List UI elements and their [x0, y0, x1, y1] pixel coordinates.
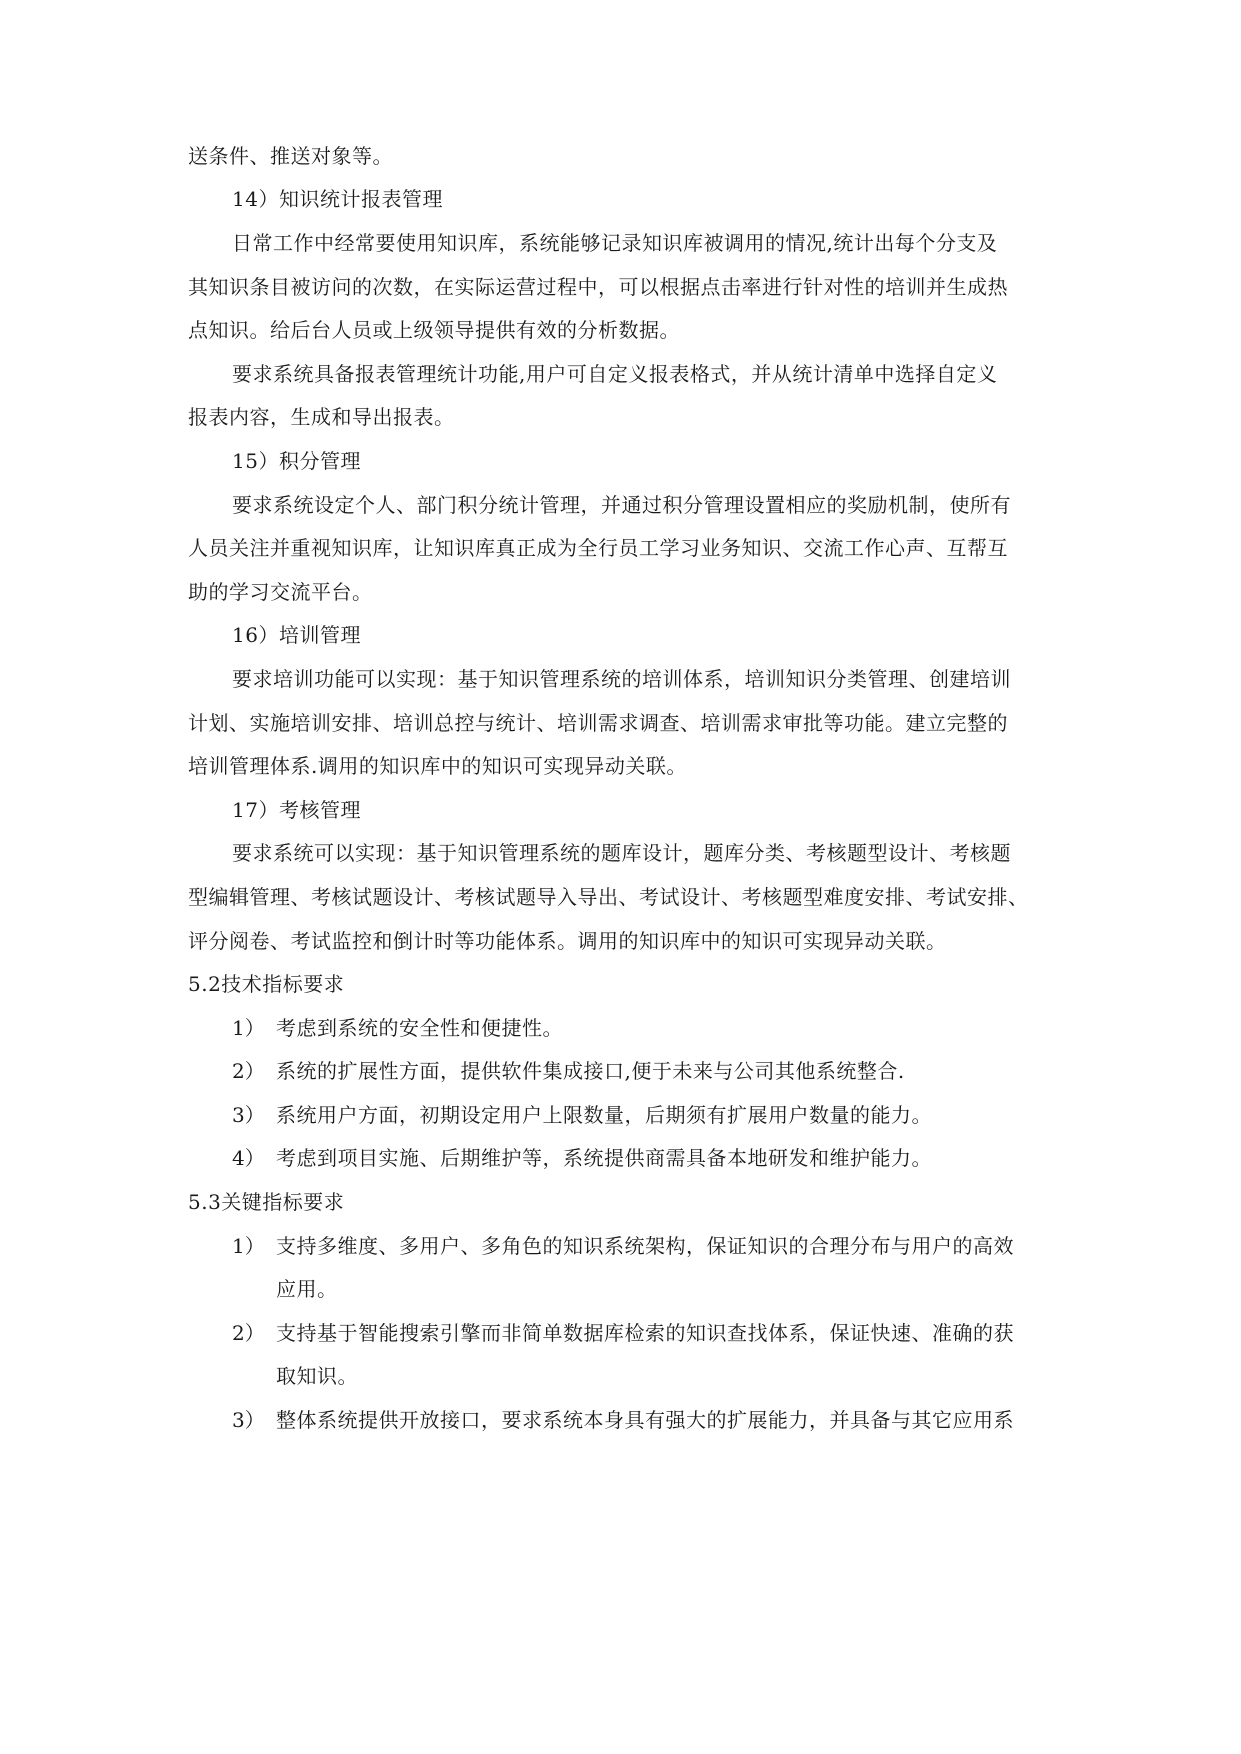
- text-line: 点知识。给后台人员或上级领导提供有效的分析数据。: [188, 318, 680, 342]
- list-item: 系统的扩展性方面，提供软件集成接口,便于未来与公司其他系统整合.: [276, 1059, 905, 1083]
- text-line: 培训管理体系.调用的知识库中的知识可实现异动关联。: [188, 754, 687, 778]
- section-heading: 16）培训管理: [232, 623, 361, 647]
- text-line: 评分阅卷、考试监控和倒计时等功能体系。调用的知识库中的知识可实现异动关联。: [188, 929, 947, 953]
- text-line: 报表内容，生成和导出报表。: [188, 405, 455, 429]
- list-number: 2）: [232, 1321, 265, 1345]
- list-item: 系统用户方面，初期设定用户上限数量，后期须有扩展用户数量的能力。: [276, 1103, 932, 1127]
- text-line: 要求系统设定个人、部门积分统计管理，并通过积分管理设置相应的奖励机制，使所有: [232, 493, 1011, 517]
- text-line: 人员关注并重视知识库，让知识库真正成为全行员工学习业务知识、交流工作心声、互帮互: [188, 536, 1008, 560]
- list-item: 支持基于智能搜索引擎而非简单数据库检索的知识查找体系，保证快速、准确的获: [276, 1321, 1014, 1345]
- list-item-continuation: 取知识。: [276, 1364, 358, 1388]
- list-item: 支持多维度、多用户、多角色的知识系统架构，保证知识的合理分布与用户的高效: [276, 1234, 1014, 1258]
- section-heading: 15）积分管理: [232, 449, 361, 473]
- list-item-continuation: 应用。: [276, 1277, 338, 1301]
- text-line: 其知识条目被访问的次数，在实际运营过程中，可以根据点击率进行针对性的培训并生成热: [188, 275, 1008, 299]
- list-number: 2）: [232, 1059, 265, 1083]
- text-line: 要求系统具备报表管理统计功能,用户可自定义报表格式，并从统计清单中选择自定义: [232, 362, 998, 386]
- list-number: 3）: [232, 1408, 265, 1432]
- list-number: 1）: [232, 1234, 265, 1258]
- text-line: 助的学习交流平台。: [188, 580, 373, 604]
- text-line: 要求培训功能可以实现：基于知识管理系统的培训体系，培训知识分类管理、创建培训: [232, 667, 1011, 691]
- section-heading: 17）考核管理: [232, 798, 361, 822]
- list-item: 整体系统提供开放接口，要求系统本身具有强大的扩展能力，并具备与其它应用系: [276, 1408, 1014, 1432]
- list-number: 1）: [232, 1016, 265, 1040]
- text-line: 要求系统可以实现：基于知识管理系统的题库设计，题库分类、考核题型设计、考核题: [232, 841, 1011, 865]
- list-item: 考虑到系统的安全性和便捷性。: [276, 1016, 563, 1040]
- text-line: 型编辑管理、考核试题设计、考核试题导入导出、考试设计、考核题型难度安排、考试安排、: [188, 885, 1029, 909]
- list-number: 4）: [232, 1146, 265, 1170]
- text-line: 计划、实施培训安排、培训总控与统计、培训需求调查、培训需求审批等功能。建立完整的: [188, 711, 1008, 735]
- section-heading: 5.2技术指标要求: [188, 972, 345, 996]
- section-heading: 14）知识统计报表管理: [232, 187, 443, 211]
- list-item: 考虑到项目实施、后期维护等，系统提供商需具备本地研发和维护能力。: [276, 1146, 932, 1170]
- text-line: 日常工作中经常要使用知识库，系统能够记录知识库被调用的情况,统计出每个分支及: [232, 231, 998, 255]
- section-heading: 5.3关键指标要求: [188, 1190, 345, 1214]
- list-number: 3）: [232, 1103, 265, 1127]
- text-line: 送条件、推送对象等。: [188, 144, 393, 168]
